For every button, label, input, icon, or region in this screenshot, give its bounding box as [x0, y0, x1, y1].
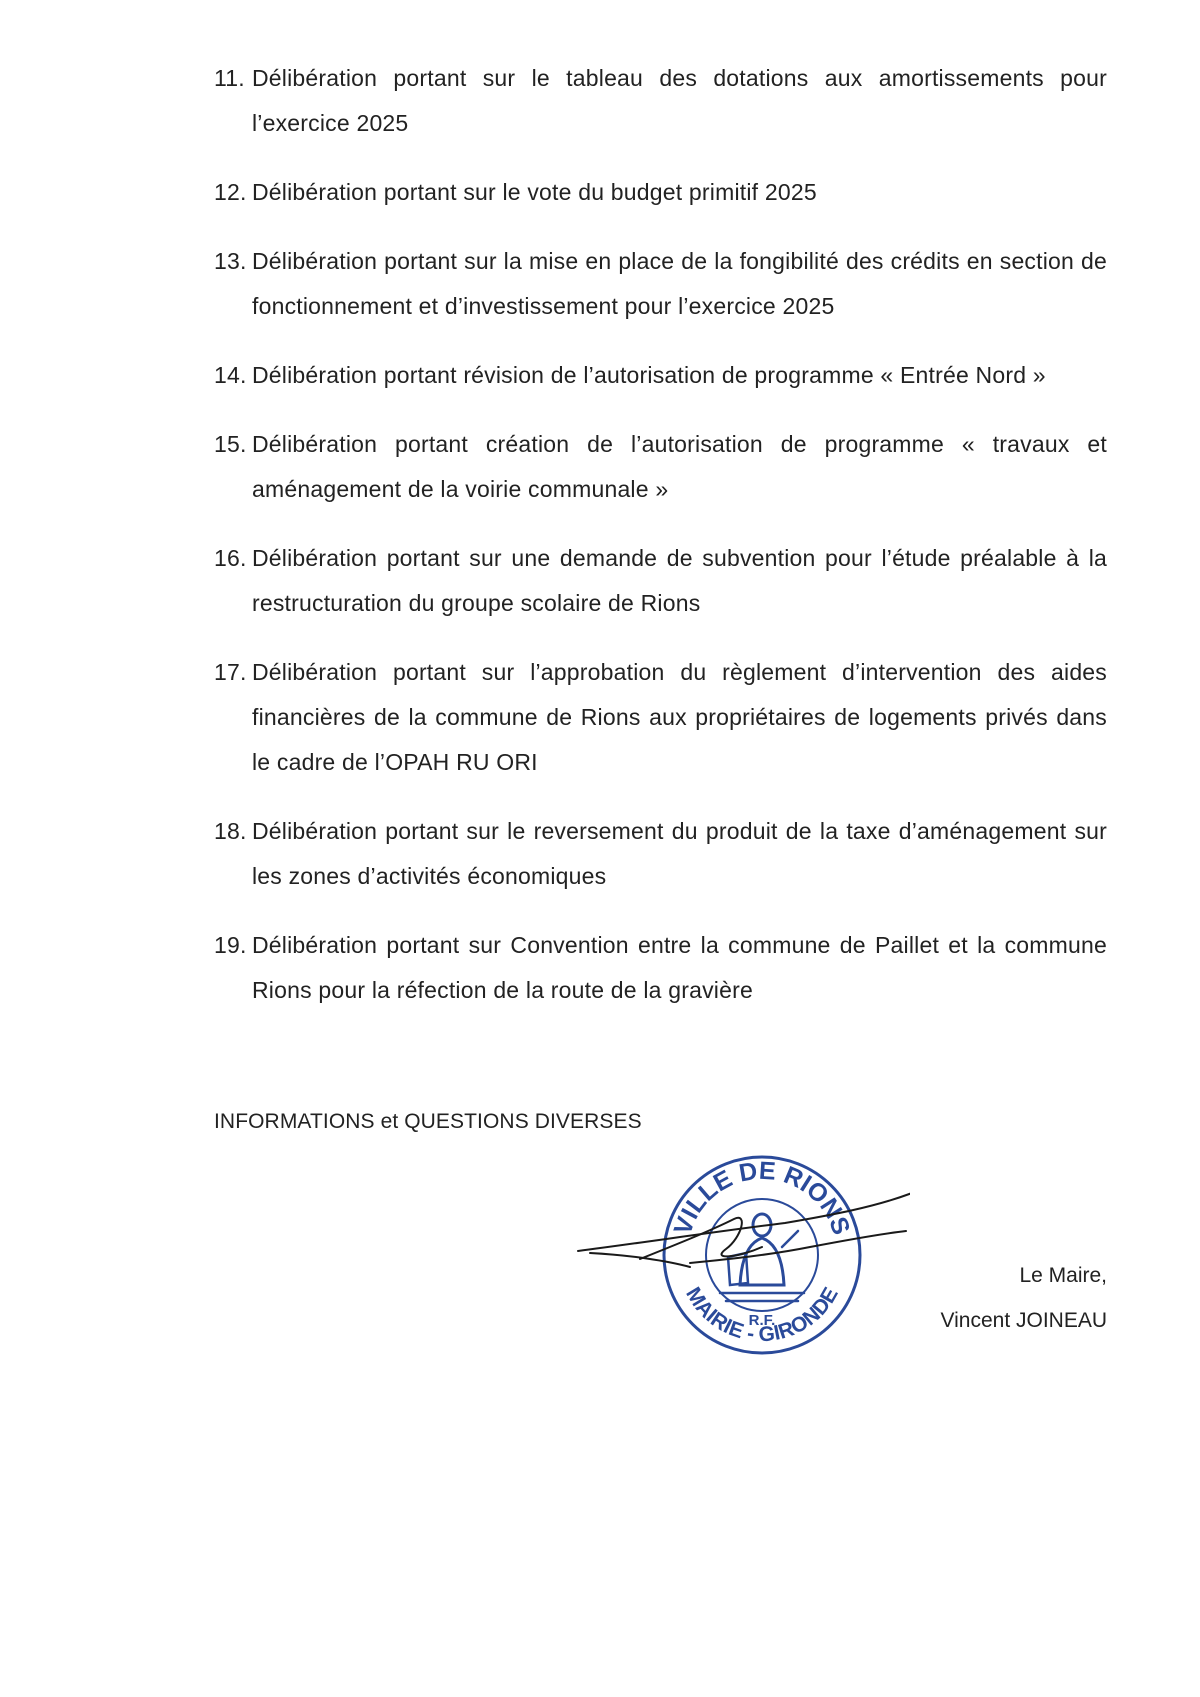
- agenda-item-text: Délibération portant sur la mise en place de la fongibilité des crédits en section de fonctionnement et d’investissement pour l’exercice 2025: [252, 248, 1107, 319]
- agenda-item-text: Délibération portant sur une demande de subvention pour l’étude préalable à la restructuration du groupe scolaire de Rions: [252, 545, 1107, 616]
- stamp-top-text: VILLE DE RIONS: [668, 1156, 856, 1239]
- agenda-item-text: Délibération portant création de l’autorisation de programme « travaux et aménagement de la voirie communale »: [252, 431, 1107, 502]
- agenda-item: [214, 56, 1107, 146]
- agenda-item-text: Délibération portant sur l’approbation du règlement d’intervention des aides financières de la commune de Rions aux propriétaires de logements privés dans le cadre de l’OPAH RU ORI: [252, 659, 1107, 775]
- agenda-item-number: 13.: [214, 248, 247, 274]
- agenda-item-number: 19.: [214, 932, 247, 958]
- agenda-item: [214, 353, 1107, 398]
- agenda-item: [214, 536, 1107, 626]
- agenda-item-text: Délibération portant sur Convention entre la commune de Paillet et la commune Rions pour la réfection de la route de la gravière: [252, 932, 1107, 1003]
- agenda-item-number: 12.: [214, 179, 247, 205]
- agenda-item-number: 15.: [214, 431, 247, 457]
- agenda-item-text: Délibération portant révision de l’autorisation de programme « Entrée Nord »: [252, 362, 1046, 388]
- mayor-name: Vincent JOINEAU: [940, 1309, 1107, 1332]
- agenda-item-text: Délibération portant sur le tableau des dotations aux amortissements pour l’exercice 2025: [252, 65, 1107, 136]
- agenda-item-number: 14.: [214, 362, 247, 388]
- agenda-list: [214, 56, 1107, 1037]
- agenda-item-text: Délibération portant sur le reversement du produit de la taxe d’aménagement sur les zones d’activités économiques: [252, 818, 1107, 889]
- agenda-item: [214, 923, 1107, 1013]
- mayor-stamp-and-signature: [570, 1135, 910, 1355]
- agenda-item-number: 17.: [214, 659, 247, 685]
- info-heading: INFORMATIONS et QUESTIONS DIVERSES: [214, 1110, 642, 1133]
- agenda-item: [214, 422, 1107, 512]
- agenda-item-text: Délibération portant sur le vote du budget primitif 2025: [252, 179, 817, 205]
- agenda-item: [214, 809, 1107, 899]
- agenda-item: [214, 170, 1107, 215]
- agenda-item-number: 16.: [214, 545, 247, 571]
- stamp-bottom-text: MAIRIE - GIRONDE: [681, 1283, 843, 1347]
- stamp-center-text: R.F.: [748, 1312, 776, 1329]
- mayor-title: Le Maire,: [1019, 1264, 1107, 1287]
- agenda-item: [214, 650, 1107, 785]
- agenda-item-number: 11.: [214, 65, 245, 91]
- agenda-item: [214, 239, 1107, 329]
- agenda-item-number: 18.: [214, 818, 247, 844]
- signature-block: [940, 1253, 1107, 1343]
